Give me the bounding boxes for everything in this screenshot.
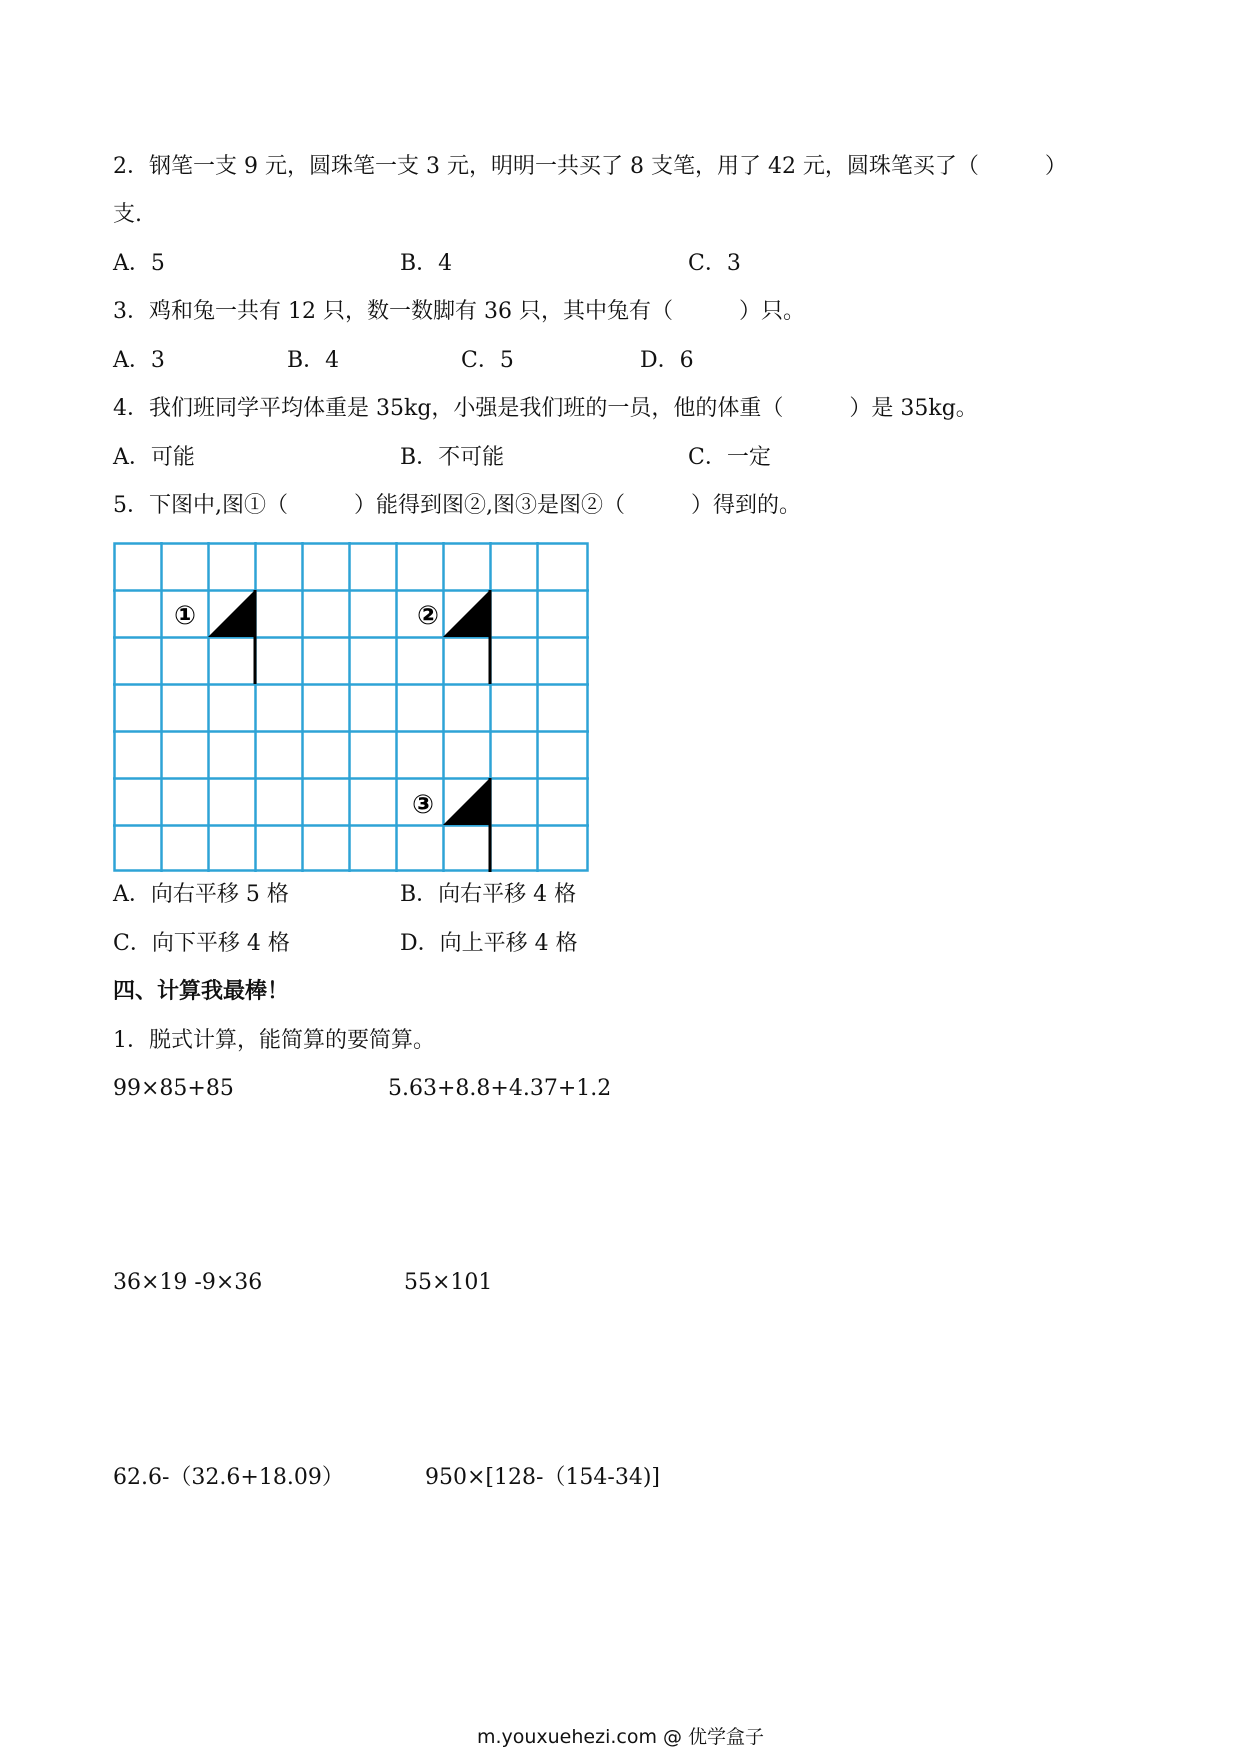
- q3-option-d: D．6: [640, 348, 694, 373]
- q5-option-a: A．向右平移 5 格: [113, 882, 289, 907]
- expr-1: 99×85+85: [113, 1076, 234, 1101]
- section-4-instruction: 1．脱式计算，能简算的要简算。: [113, 1028, 435, 1053]
- q2-text-line2: 支.: [113, 202, 142, 227]
- flag-3-triangle: [443, 778, 490, 825]
- q3-option-a: A．3: [113, 348, 165, 373]
- figure-label-1: ①: [173, 601, 197, 631]
- q3-text: 3．鸡和兔一共有 12 只，数一数脚有 36 只，其中兔有（ ）只。: [113, 299, 805, 324]
- figure-label-2: ②: [416, 601, 440, 631]
- section-4-title: 四、计算我最棒！: [113, 979, 290, 1004]
- expr-4: 55×101: [404, 1270, 493, 1295]
- q4-option-a: A．可能: [113, 445, 195, 470]
- expr-6: 950×[128-（154-34)]: [425, 1465, 661, 1490]
- q5-text: 5．下图中,图①（ ）能得到图②,图③是图②（ ）得到的。: [113, 493, 801, 518]
- q5-option-b: B．向右平移 4 格: [400, 882, 577, 907]
- q4-option-b: B．不可能: [400, 445, 505, 470]
- q3-option-b: B．4: [287, 348, 340, 373]
- q2-option-b: B．4: [400, 251, 453, 276]
- q5-option-c: C．向下平移 4 格: [113, 931, 290, 956]
- q2-option-a: A．5: [113, 251, 165, 276]
- flag-1: [208, 590, 255, 684]
- flag-2-triangle: [443, 590, 490, 637]
- expr-5: 62.6-（32.6+18.09）: [113, 1465, 344, 1490]
- q4-text: 4．我们班同学平均体重是 35kg，小强是我们班的一员，他的体重（ ）是 35kg。: [113, 396, 978, 421]
- expr-2: 5.63+8.8+4.37+1.2: [388, 1076, 612, 1101]
- translation-grid-figure: [113, 542, 589, 872]
- flag-1-triangle: [208, 590, 255, 637]
- flag-3: [443, 778, 490, 872]
- figure-label-3: ③: [411, 790, 435, 820]
- q2-option-c: C．3: [688, 251, 741, 276]
- q2-text-line1: 2．钢笔一支 9 元，圆珠笔一支 3 元，明明一共买了 8 支笔，用了 42 元，圆珠笔买了（ ）: [113, 154, 1067, 179]
- flag-2: [443, 590, 490, 684]
- q4-option-c: C．一定: [688, 445, 771, 470]
- q5-option-d: D．向上平移 4 格: [400, 931, 578, 956]
- grid-lines: [113, 542, 589, 872]
- expr-3: 36×19 -9×36: [113, 1270, 263, 1295]
- footer-watermark: m.youxuehezi.com @ 优学盒子: [476, 1726, 765, 1748]
- q3-option-c: C．5: [461, 348, 514, 373]
